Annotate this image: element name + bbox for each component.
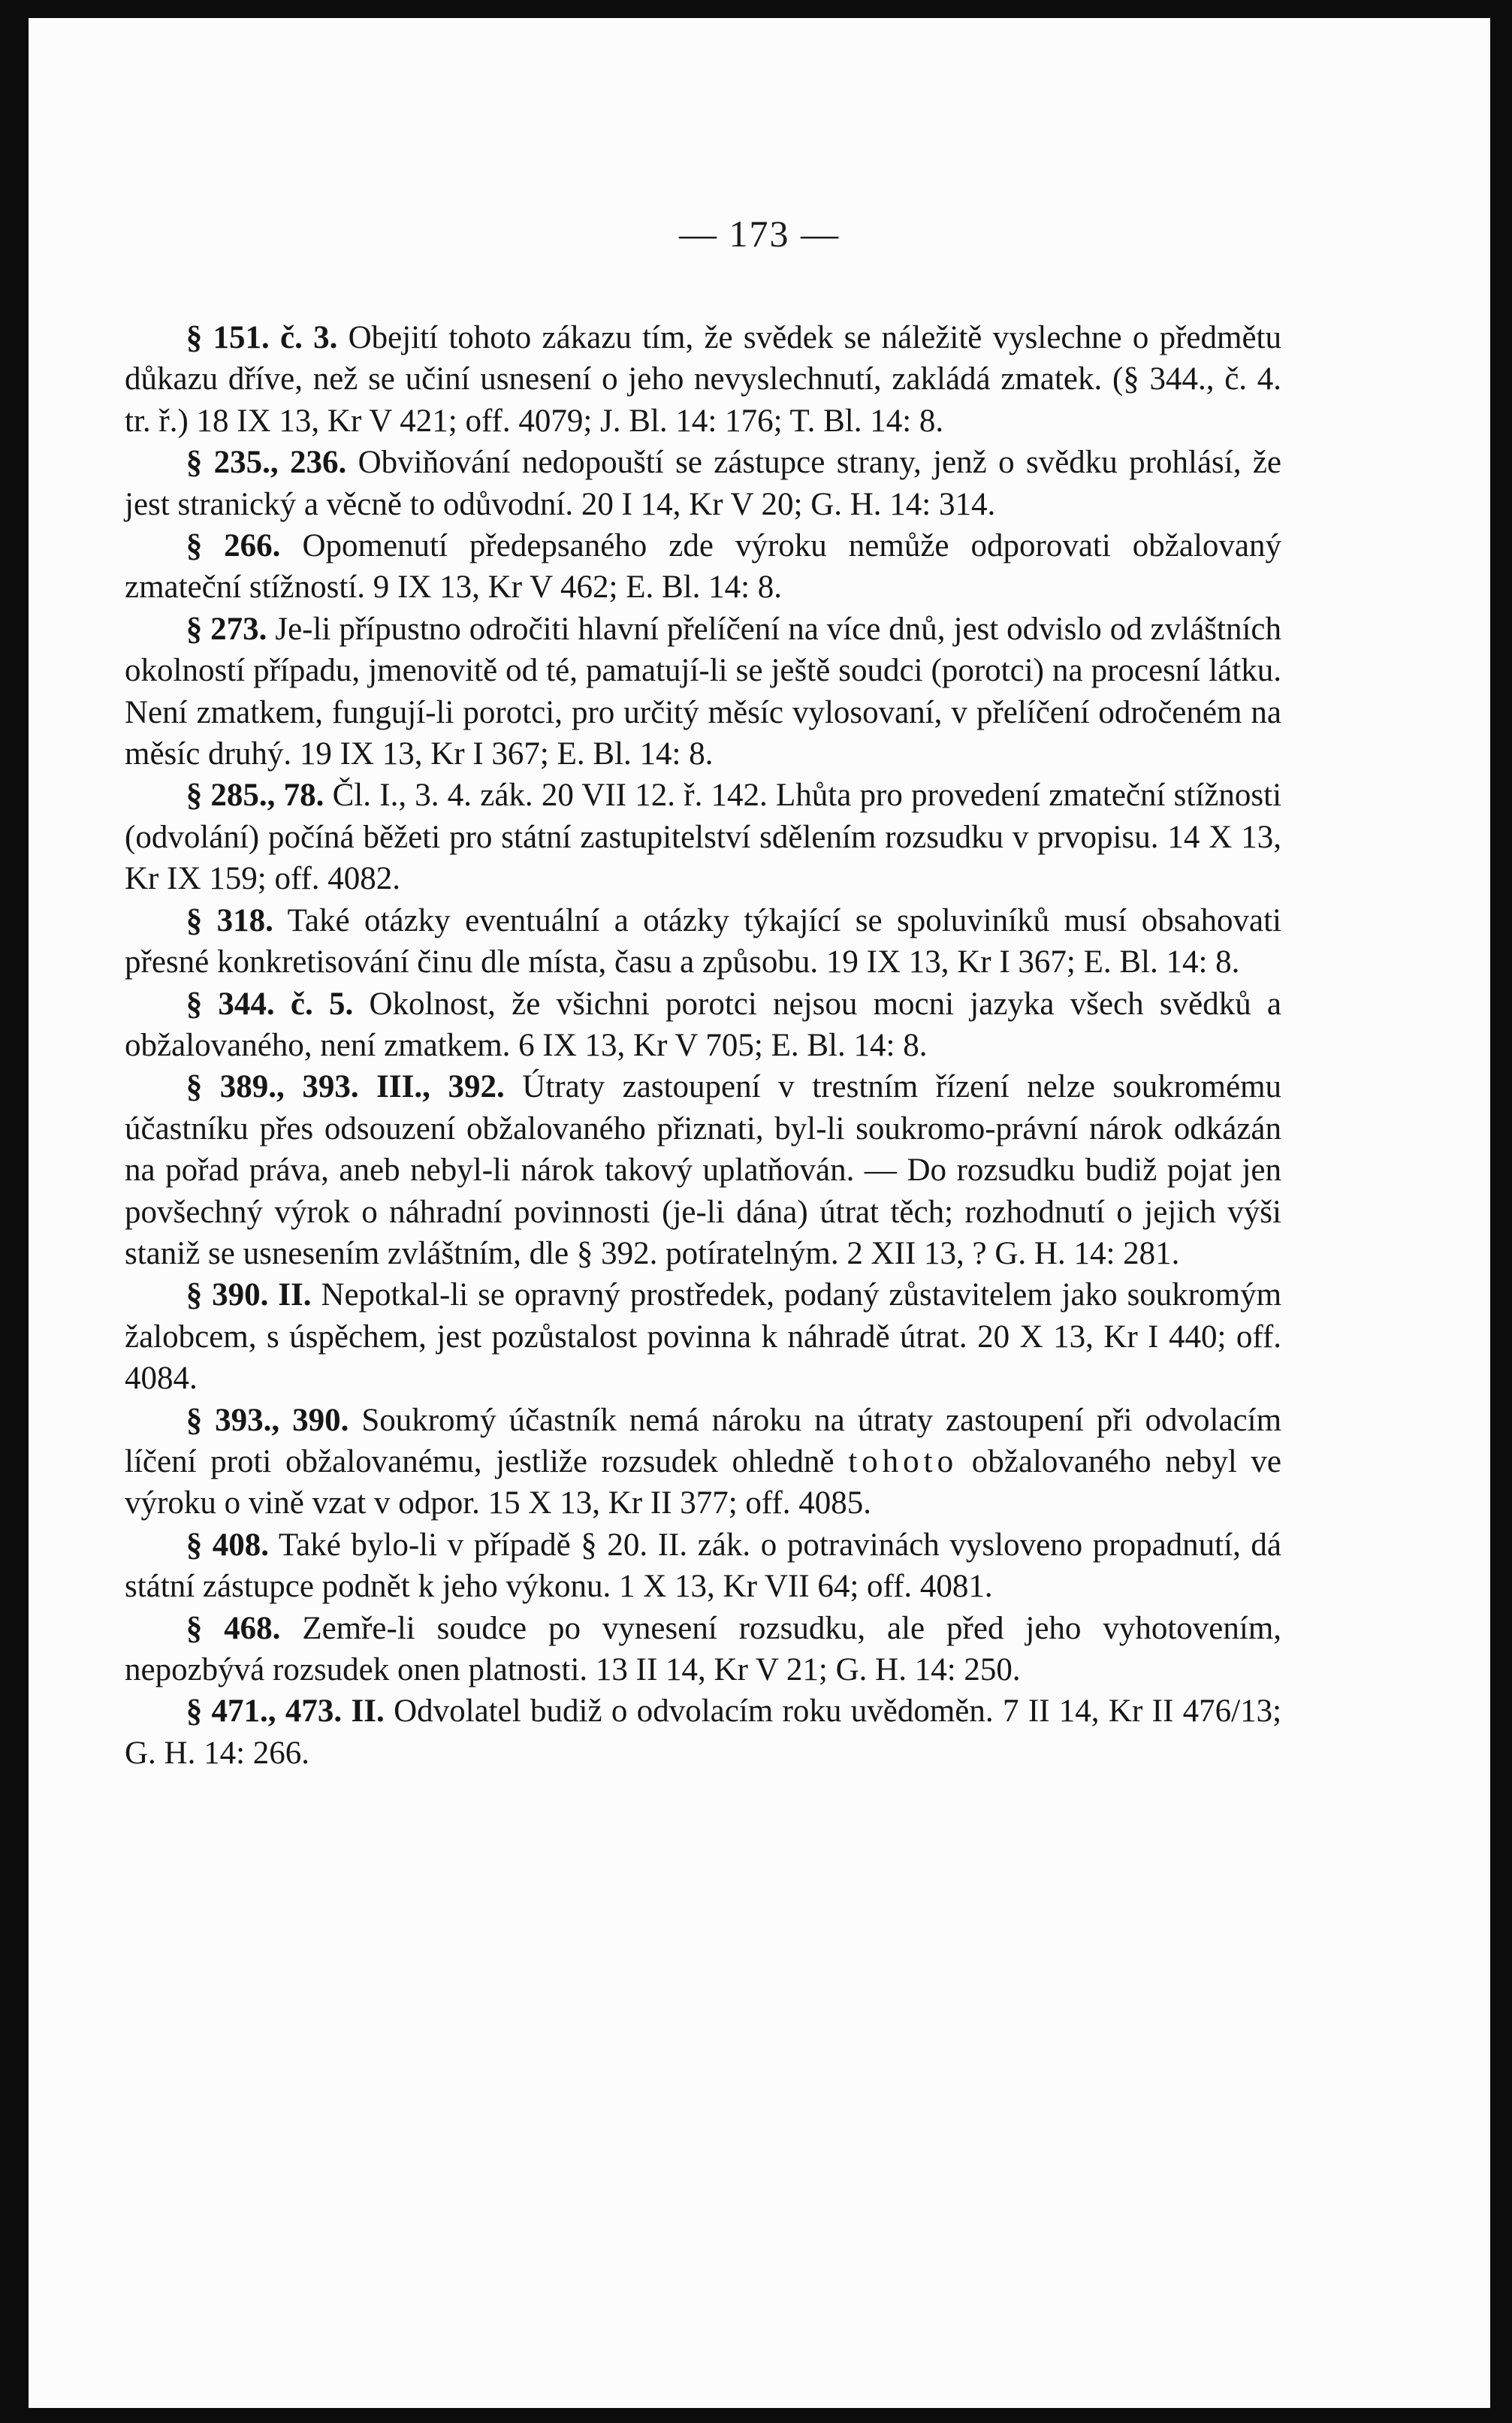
entry-text: Zemře-li soudce po vynesení rozsudku, ale před jeho vyhotovením, nepozbývá rozsudek onen platnosti. 13 II 14, Kr V 21; G. H. 14: 250. (125, 1610, 1282, 1687)
entry-text: Soukromý účastník nemá nároku na útraty zastoupení při odvolacím líčení proti obžalovanému, jestliže rozsudek ohledně (125, 1402, 1282, 1479)
entry-ref: § 151. č. 3. (186, 320, 338, 355)
entry-text: Nepotkal-li se opravný prostředek, podaný zůstavitelem jako soukromým žalobcem, s úspěchem, jest pozůstalost povinna k náhradě útrat. 20 X 13, Kr I 440; off. 4084. (125, 1277, 1282, 1397)
entry-ref: § 344. č. 5. (186, 986, 354, 1022)
entry-text: Také bylo-li v případě § 20. II. zák. o potravinách vysloveno propadnutí, dá státní zástupce podnět k jeho výkonu. 1 X 13, Kr VII 64; off. 4081. (125, 1527, 1282, 1605)
entry-par-471 (125, 1690, 1281, 1774)
entry-ref: § 318. (186, 902, 273, 938)
entry-ref: § 389., 393. III., 392. (186, 1069, 505, 1105)
entry-par-266 (125, 525, 1281, 609)
entry-text-continued: obžalovaného nebyl ve výroku o vině vzat v odpor. 15 X 13, Kr II 377; off. 4085. (125, 1443, 1282, 1521)
entry-emphasis: tohoto (848, 1443, 958, 1479)
entry-par-318 (125, 900, 1281, 983)
entry-par-393 (125, 1400, 1281, 1524)
entry-text: Okolnost, že všichni porotci nejsou mocni jazyka všech svědků a obžalovaného, není zmatkem. 6 IX 13, Kr V 705; E. Bl. 14: 8. (125, 986, 1282, 1063)
entry-par-468 (125, 1608, 1281, 1691)
entry-ref: § 408. (186, 1527, 270, 1563)
text-block (125, 317, 1281, 1774)
entry-par-285 (125, 775, 1281, 899)
book-page (29, 18, 1490, 2408)
entry-text: Obviňování nedopouští se zástupce strany, jenž o svědku prohlásí, že jest stranický a věcně to odůvodní. 20 I 14, Kr V 20; G. H. 14: 314. (125, 445, 1282, 522)
entry-par-408 (125, 1524, 1281, 1608)
entry-par-151 (125, 317, 1281, 442)
entry-par-389 (125, 1066, 1281, 1274)
entry-text: Čl. I., 3. 4. zák. 20 VII 12. ř. 142. Lhůta pro provedení zmateční stížnosti (odvolání) počíná běžeti pro státní zastupitelství sdělením rozsudku v prvopisu. 14 X 13, Kr IX 159; off. 4082. (125, 778, 1282, 897)
entry-par-235 (125, 442, 1281, 525)
entry-par-273 (125, 609, 1281, 775)
entry-text: Také otázky eventuální a otázky týkající se spoluviníků musí obsahovati přesné konkretisování činu dle místa, času a způsobu. 19 IX 13, Kr I 367; E. Bl. 14: 8. (125, 902, 1281, 980)
entry-par-390 (125, 1274, 1281, 1399)
entry-text: Opomenutí předepsaného zde výroku nemůže odporovati obžalovaný zmateční stížností. 9 IX 13, Kr V 462; E. Bl. 14: 8. (125, 528, 1281, 606)
entry-ref: § 266. (186, 528, 281, 564)
entry-text: Obejití tohoto zákazu tím, že svědek se náležitě vyslechne o předmětu důkazu dříve, než se učiní usnesení o jeho nevyslechnutí, zakládá zmatek. (§ 344., č. 4. tr. ř.) 18 IX 13, Kr V 421; off. 4079; J. Bl. 14: 176; T. Bl. 14: 8. (125, 320, 1281, 439)
entry-ref: § 468. (186, 1610, 281, 1646)
entry-par-344 (125, 983, 1281, 1067)
entry-ref: § 273. (186, 611, 267, 647)
entry-ref: § 285., 78. (186, 778, 324, 814)
entry-ref: § 471., 473. II. (186, 1693, 385, 1730)
entry-text: Je-li přípustno odročiti hlavní přelíčení na více dnů, jest odvislo od zvláštních okolností případu, jmenovitě od té, pamatují-li se ještě soudci (porotci) na procesní látku. Není zmatkem, fungují-li porotci, pro určitý měsíc vylosovaní, v přelíčení odročeném na měsíc druhý. 19 IX 13, Kr I 367; E. Bl. 14: 8. (125, 611, 1282, 772)
page-number: — 173 — (679, 213, 840, 255)
entry-text: Odvolatel budiž o odvolacím roku uvědoměn. 7 II 14, Kr II 476/13; G. H. 14: 266. (125, 1693, 1282, 1771)
entry-ref: § 390. II. (186, 1277, 312, 1313)
entry-ref: § 235., 236. (186, 445, 347, 481)
entry-ref: § 393., 390. (186, 1402, 349, 1438)
entry-text: Útraty zastoupení v trestním řízení nelze soukromému účastníku přes odsouzení obžalovaného přiznati, byl-li soukromo-právní nárok odkázán na pořad práva, aneb nebyl-li nárok takový uplatňován. — Do rozsudku budiž pojat jen povšechný výrok o náhradní povinnosti (je-li dána) útrat těch; rozhodnutí o jejich výši staniž se usnesením zvláštním, dle § 392. potíratelným. 2 XII 13, ? G. H. 14: 281. (125, 1069, 1282, 1271)
